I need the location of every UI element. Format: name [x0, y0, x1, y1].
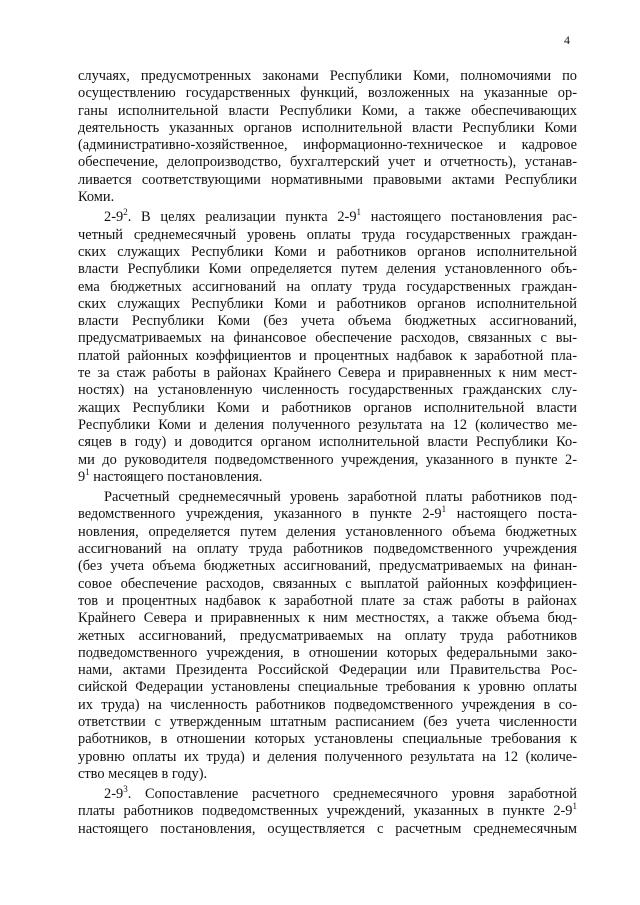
text-line: сяцев в году) и доводится органом исполнительной власти Республики Ко-	[78, 434, 577, 451]
text-line: совое обеспечение расходов, связанных с выплатой районных коэффициен-	[78, 575, 577, 592]
text-line: четный среднемесячный уровень оплаты труда государственных граждан-	[78, 226, 577, 243]
text-line: подведомственного учреждения, в отношении которых федеральными зако-	[78, 644, 577, 661]
text-line: настоящего постановления, осуществляется с расчетным среднемесячным	[78, 820, 577, 837]
clause-number: 2-9	[104, 786, 124, 803]
text-span: платы работников подведомственных учреждений, указанных в пункте 2-9	[78, 803, 573, 820]
text-line	[78, 786, 577, 803]
text-line: ответствии с утвержденным штатным расписанием (без учета численности	[78, 713, 577, 730]
text-line: власти Республики Коми (без учета объема бюджетных ассигнований,	[78, 313, 577, 330]
text-line: Коми.	[78, 189, 115, 206]
paragraph-1	[78, 68, 577, 206]
clause-number: 2-9	[104, 209, 124, 226]
text-line: новления, определяется путем деления установленного объема бюджетных	[78, 523, 577, 540]
text-line: (без учета объема бюджетных ассигнований, предусматриваемых на финан-	[78, 558, 577, 575]
text-line: ностях) на установленную численность государственных гражданских слу-	[78, 382, 577, 399]
text-line: сийской Федерации установлены специальные требования к уровню оплаты	[78, 679, 577, 696]
document-body	[78, 68, 577, 838]
text-line: жащих Республики Коми и работников органов исполнительной власти	[78, 399, 577, 416]
text-span: настоящего постановления рас-	[361, 209, 577, 226]
text-line: власти Республики Коми определяется путем деления установленного объ-	[78, 261, 577, 278]
text-line: ство месяцев в году).	[78, 765, 208, 782]
superscript: 3	[123, 784, 128, 795]
text-line: платой районных коэффициентов и процентных надбавок к заработной пла-	[78, 347, 577, 364]
text-line: уровню оплаты их труда) и деления полученного результата на 12 (количе-	[78, 748, 577, 765]
text-line: ских служащих Республики Коми и работников органов исполнительной	[78, 243, 577, 260]
page-number: 4	[564, 33, 570, 47]
text-line: предусматриваемых на финансовое обеспечение расходов, связанных с вы-	[78, 330, 577, 347]
text-line: обеспечение, делопроизводство, бухгалтерский учет и отчетность), устанав-	[78, 154, 577, 171]
text-line: ливается соответствующими нормативными правовыми актами Республики	[78, 171, 577, 188]
superscript: 1	[441, 504, 447, 515]
text-span: ведомственного учреждения, указанного в пункте 2-9	[78, 506, 442, 523]
text-line: осуществлению государственных функций, возложенных на указанные ор-	[78, 85, 577, 102]
text-span: . Сопоставление расчетного среднемесячного уровня заработной	[127, 786, 577, 803]
text-line: ема бюджетных ассигнований на оплату труда государственных граждан-	[78, 278, 577, 295]
text-line: Республики Коми и деления полученного результата на 12 (количество ме-	[78, 416, 577, 433]
text-line: случаях, предусмотренных законами Республики Коми, полномочиями по	[78, 68, 577, 84]
text-line: Расчетный среднемесячный уровень заработной платы работников под-	[104, 489, 577, 506]
text-span: настоящего поста-	[446, 506, 577, 523]
text-line: те за стаж работы в районах Крайнего Севера и приравненных к ним мест-	[78, 365, 577, 382]
text-span: . В целях реализации пункта 2-9	[127, 209, 357, 226]
text-line	[78, 469, 577, 486]
text-line: Крайнего Севера и приравненных к ним местностях, а также объема бюд-	[78, 610, 577, 627]
text-line	[78, 209, 577, 226]
paragraph-4	[78, 786, 577, 838]
text-line: тов и процентных надбавок к заработной плате за стаж работы в районах	[78, 592, 577, 609]
text-line: деятельность указанных органов исполнительной власти Республики Коми	[78, 119, 577, 136]
text-line: нами, актами Президента Российской Федерации или Правительства Рос-	[78, 662, 577, 679]
superscript: 1	[356, 207, 362, 218]
text-line: жетных ассигнований, предусматриваемых на оплату труда работников	[78, 627, 577, 644]
text-line: ассигнований на оплату труда работников подведомственного учреждения	[78, 541, 577, 558]
text-span: 9	[78, 468, 86, 485]
superscript: 1	[572, 801, 577, 812]
text-line: (административно-хозяйственное, информационно-техническое и кадровое	[78, 137, 577, 154]
text-line	[78, 803, 577, 820]
superscript: 2	[123, 207, 128, 218]
text-line: работников, в отношении которых установлены специальные требования к	[78, 731, 577, 748]
superscript: 1	[85, 467, 90, 478]
text-line: ских служащих Республики Коми и работников органов исполнительной	[78, 295, 577, 312]
paragraph-2	[78, 209, 577, 486]
text-line: ганы исполнительной власти Республики Коми, а также обеспечивающих	[78, 102, 577, 119]
text-span: настоящего постановления.	[89, 468, 263, 485]
text-line	[78, 506, 577, 523]
paragraph-3	[78, 489, 577, 783]
text-line: ми до руководителя подведомственного учреждения, указанного в пункте 2-	[78, 451, 577, 468]
text-line: их труда) на численность работников подведомственного учреждения в со-	[78, 696, 577, 713]
